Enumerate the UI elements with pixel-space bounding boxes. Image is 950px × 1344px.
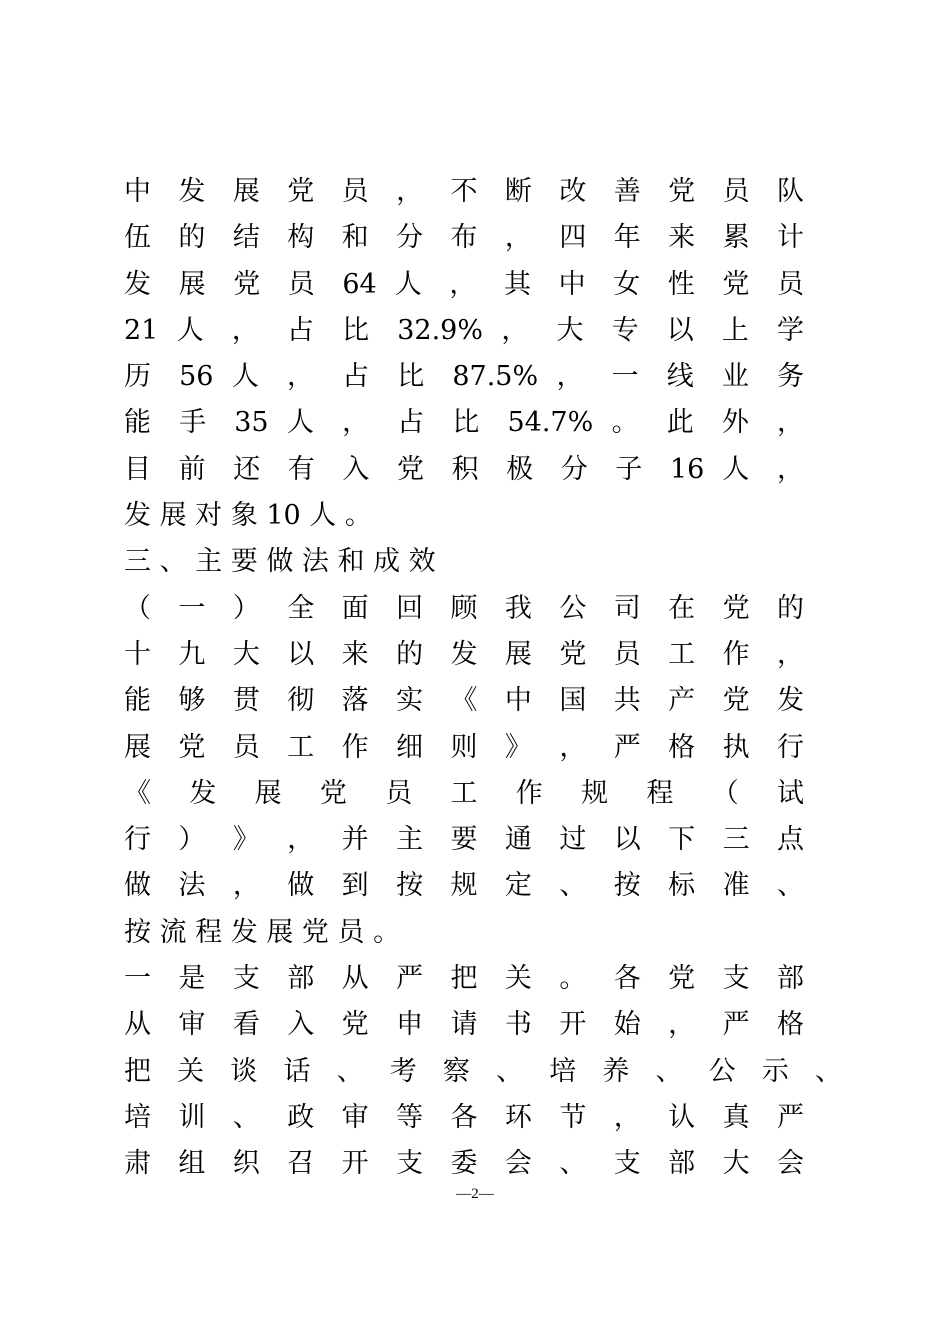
body-text <box>124 169 842 1188</box>
text-line: 伍 的 结 构 和 分 布 ， 四 年 来 累 计 <box>124 222 804 254</box>
text-line: 历 56 人 ， 占 比 87.5% ， 一 线 业 务 <box>124 361 804 393</box>
text-line: 培 训 、 政 审 等 各 环 节 ， 认 真 严 <box>124 1101 804 1133</box>
text-line: 一 是 支 部 从 严 把 关 。 各 党 支 部 <box>124 963 804 995</box>
text-line: 行 ） 》 ， 并 主 要 通 过 以 下 三 点 <box>124 824 804 856</box>
text-line: 中 发 展 党 员 ， 不 断 改 善 党 员 队 <box>124 176 804 207</box>
text-line: 按 流 程 发 展 党 员 。 <box>124 916 401 948</box>
page-number: —2— <box>456 1186 494 1202</box>
text-line: 从 审 看 入 党 申 请 书 开 始 ， 严 格 <box>124 1009 804 1041</box>
section-heading: 三 、 主 要 做 法 和 成 效 <box>124 546 436 578</box>
text-line: 展 党 员 工 作 细 则 》 ， 严 格 执 行 <box>124 731 804 763</box>
text-line: 十 九 大 以 来 的 发 展 党 员 工 作 ， <box>124 638 804 670</box>
text-line: 能 够 贯 彻 落 实 《 中 国 共 产 党 发 <box>124 685 804 717</box>
text-line: 《 发 展 党 员 工 作 规 程 （ 试 <box>124 777 804 809</box>
text-line: 目 前 还 有 入 党 积 极 分 子 16 人 ， <box>124 453 804 485</box>
text-line: （ 一 ） 全 面 回 顾 我 公 司 在 党 的 <box>124 592 804 624</box>
text-line: 21 人 ， 占 比 32.9% ， 大 专 以 上 学 <box>124 314 804 346</box>
text-line: 能 手 35 人 ， 占 比 54.7% 。 此 外 ， <box>124 407 804 439</box>
text-line: 做 法 ， 做 到 按 规 定 、 按 标 准 、 <box>124 870 804 902</box>
text-line: 发 展 对 象 10 人 。 <box>124 500 372 532</box>
text-line: 发 展 党 员 64 人 ， 其 中 女 性 党 员 <box>124 268 804 300</box>
text-line: 把 关 谈 话 、 考 察 、 培 养 、 公 示 、 <box>124 1055 842 1087</box>
text-line: 肃 组 织 召 开 支 委 会 、 支 部 大 会 <box>124 1148 804 1180</box>
